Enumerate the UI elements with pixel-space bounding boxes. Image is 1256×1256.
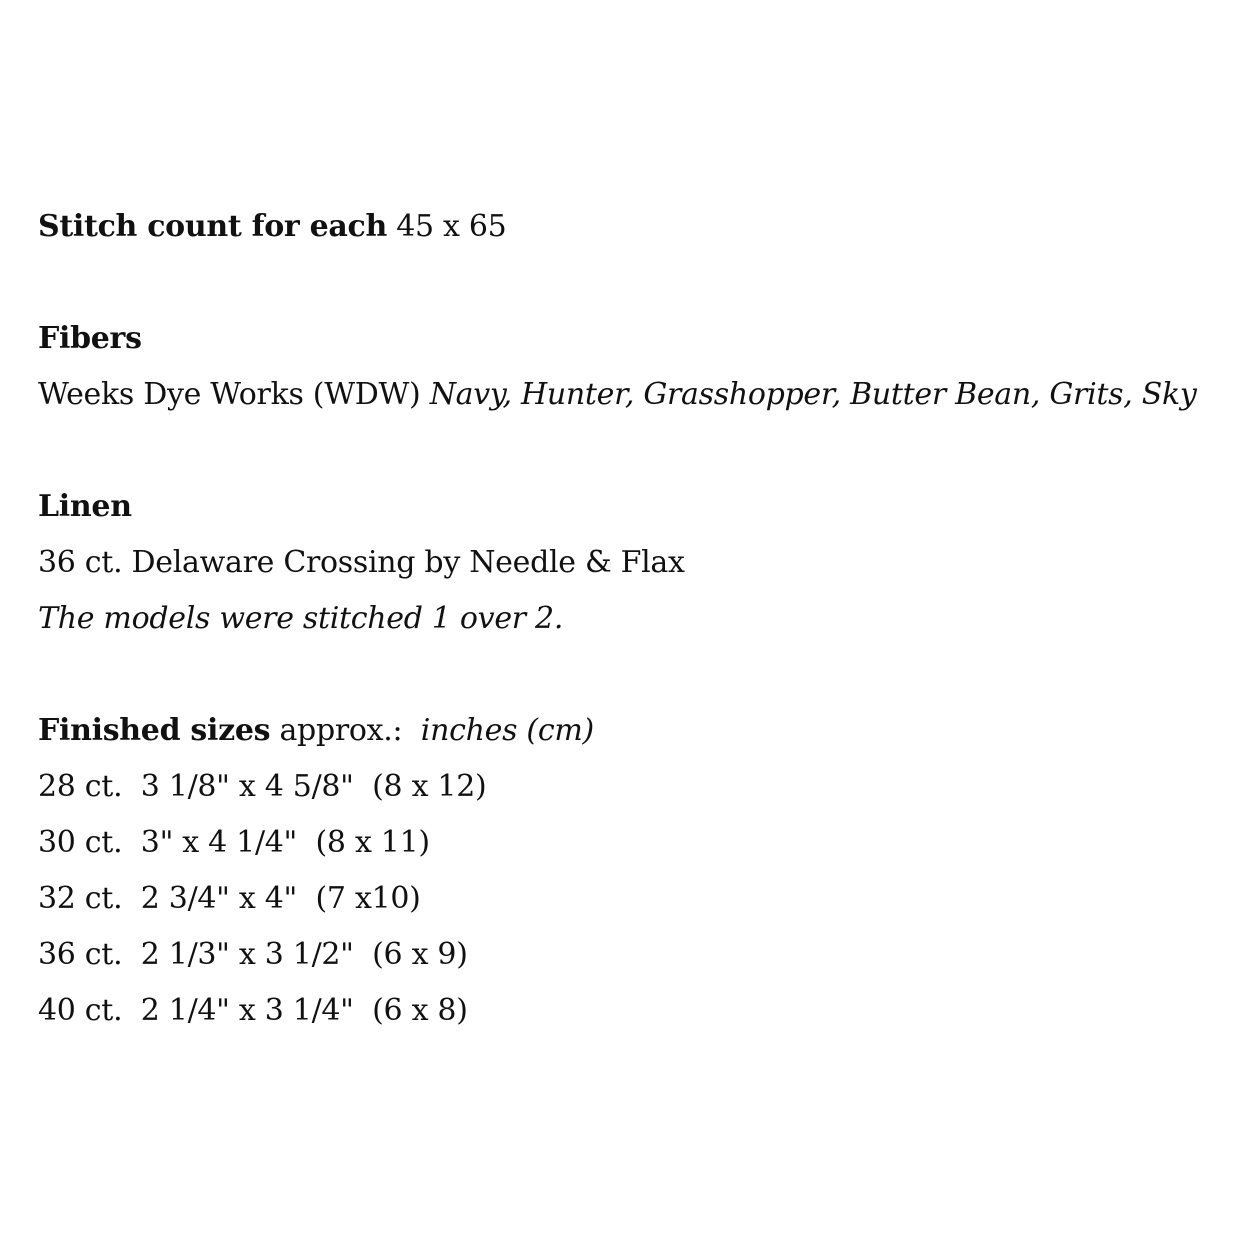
stitch-count-label: Stitch count for each	[38, 209, 387, 244]
size-row: 40 ct. 2 1/4" x 3 1/4" (6 x 8)	[38, 993, 468, 1028]
linen-note: The models were stitched 1 over 2.	[38, 601, 564, 636]
size-row: 32 ct. 2 3/4" x 4" (7 x10)	[38, 881, 421, 916]
finished-sizes-approx: approx.:	[270, 713, 421, 748]
size-row: 28 ct. 3 1/8" x 4 5/8" (8 x 12)	[38, 769, 487, 804]
linen-heading: Linen	[38, 489, 132, 524]
finished-sizes-line	[38, 703, 594, 759]
stitch-count-line	[38, 199, 506, 255]
fibers-line	[38, 367, 1196, 423]
fibers-colors: Navy, Hunter, Grasshopper, Butter Bean, Grits, Sky	[429, 377, 1197, 412]
finished-sizes-label: Finished sizes	[38, 713, 271, 748]
size-row: 30 ct. 3" x 4 1/4" (8 x 11)	[38, 825, 430, 860]
stitch-count-value: 45 x 65	[386, 209, 507, 244]
linen-fabric: 36 ct. Delaware Crossing by Needle & Flax	[38, 545, 685, 580]
fibers-heading: Fibers	[38, 321, 142, 356]
fibers-brand: Weeks Dye Works (WDW)	[38, 377, 430, 412]
size-row: 36 ct. 2 1/3" x 3 1/2" (6 x 9)	[38, 937, 468, 972]
finished-sizes-units: inches (cm)	[420, 713, 594, 748]
